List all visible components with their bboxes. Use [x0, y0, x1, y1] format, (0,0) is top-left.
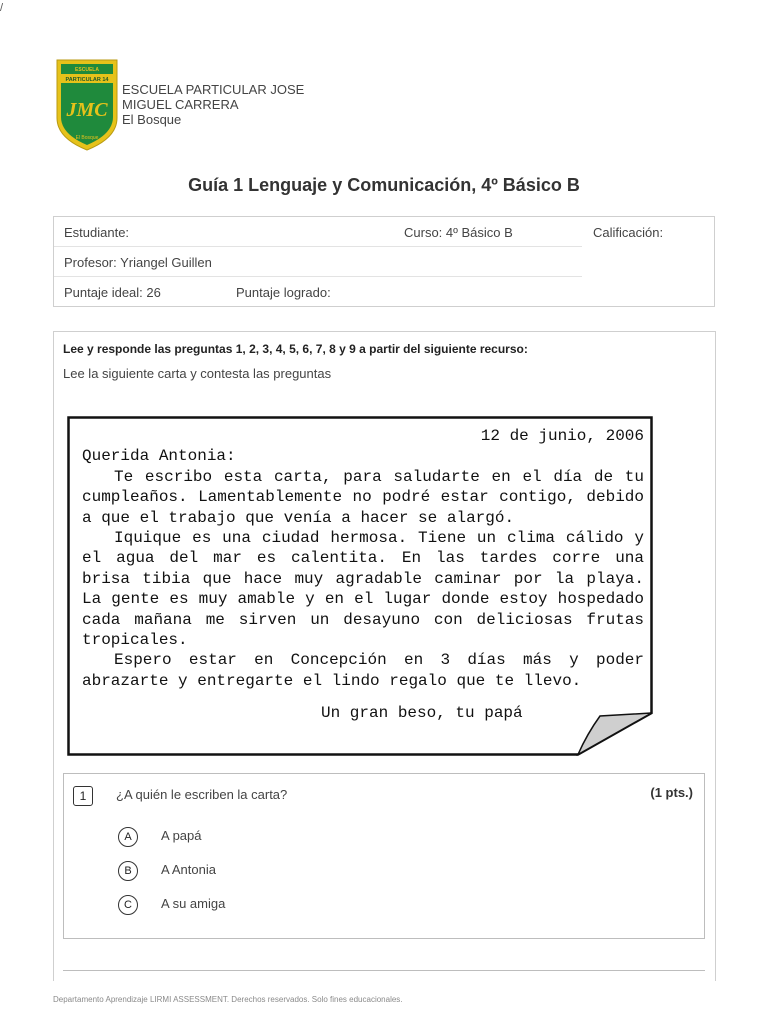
letter-greeting: Querida Antonia:	[82, 447, 236, 466]
section-divider	[63, 970, 705, 971]
school-name-line1: ESCUELA PARTICULAR JOSE	[122, 82, 305, 97]
sub-instruction: Lee la siguiente carta y contesta las preguntas	[63, 366, 332, 381]
question-card	[63, 773, 705, 939]
school-header	[55, 58, 455, 152]
option-label: A Antonia	[161, 862, 216, 877]
option-letter[interactable]: C	[118, 895, 138, 915]
course-label: Curso: 4º Básico B	[404, 225, 513, 240]
student-label: Estudiante:	[64, 225, 130, 240]
ideal-score-label: Puntaje ideal: 26	[64, 285, 161, 300]
option-label: A papá	[161, 828, 202, 843]
footer-text: Departamento Aprendizaje LIRMI ASSESSMENT. Derechos reservados. Solo fines educacionales.	[53, 995, 403, 1004]
row-divider	[54, 276, 582, 277]
question-points: (1 pts.)	[650, 785, 693, 800]
letter-card	[67, 416, 653, 756]
instructions: Lee y responde las preguntas 1, 2, 3, 4, 5, 6, 7, 8 y 9 a partir del siguiente recurso:	[63, 342, 528, 356]
option-label: A su amiga	[161, 896, 226, 911]
letter-paragraph: Iquique es una ciudad hermosa. Tiene un clima cálido y el agua del mar es calentita. En las tardes corre una brisa tibia que hace muy agradable caminar por la playa. La gente es muy amable y en el lugar donde estoy hospedado cada mañana me sirven un desayuno con deliciosas frutas tropicales.	[82, 529, 644, 650]
school-logo	[55, 58, 119, 152]
corner-mark: /	[0, 2, 4, 14]
teacher-label: Profesor: Yriangel Guillen	[64, 255, 212, 270]
school-name	[122, 82, 304, 127]
student-info-box	[53, 216, 715, 307]
row-divider	[54, 246, 582, 247]
option-letter[interactable]: A	[118, 827, 138, 847]
question-number: 1	[73, 786, 93, 806]
school-location: El Bosque	[122, 112, 182, 127]
school-name-line2: MIGUEL CARRERA	[122, 97, 239, 112]
page-title: Guía 1 Lenguaje y Comunicación, 4º Básico B	[188, 175, 580, 195]
logo-text-bottom: El Bosque	[75, 135, 99, 141]
letter-text	[82, 426, 644, 724]
question-text: ¿A quién le escriben la carta?	[116, 787, 288, 802]
grade-label: Calificación:	[593, 225, 664, 240]
letter-date: 12 de junio, 2006	[480, 427, 644, 445]
letter-paragraph: Te escribo esta carta, para saludarte en el día de tu cumpleaños. Lamentablemente no podré estar contigo, debido a que el trabajo que venía a hacer se alargó.	[82, 467, 644, 527]
achieved-score-label: Puntaje logrado:	[236, 285, 331, 300]
logo-text-band: PARTICULAR 14	[65, 77, 109, 83]
logo-text-top: ESCUELA	[75, 67, 99, 73]
option-letter[interactable]: B	[118, 861, 138, 881]
letter-paragraph: Espero estar en Concepción en 3 días más y poder abrazarte y entregarte el lindo regalo que te llevo.	[82, 651, 644, 690]
letter-signature: Un gran beso, tu papá	[321, 704, 523, 723]
logo-monogram: JMC	[66, 99, 108, 121]
